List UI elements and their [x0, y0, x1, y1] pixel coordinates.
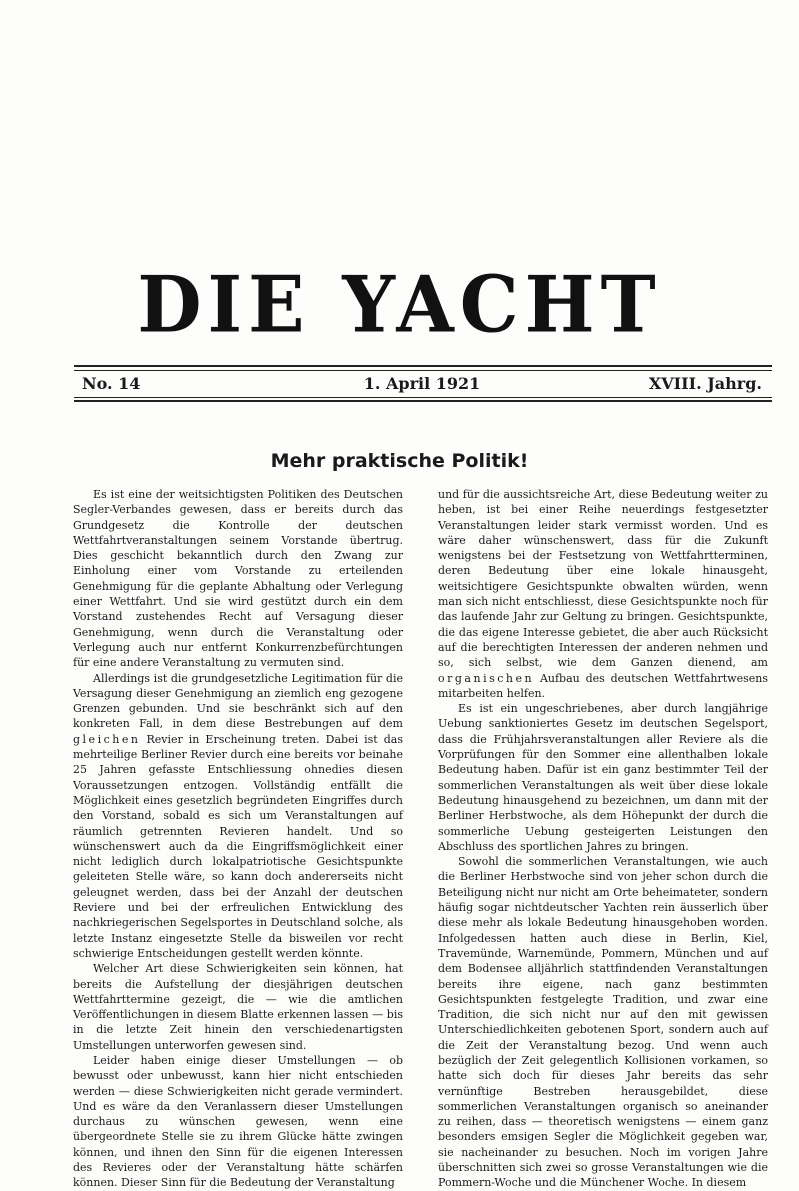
header-rule-top-thin — [74, 370, 772, 371]
issue-number: No. 14 — [82, 374, 141, 393]
header-rule-bottom — [74, 400, 772, 402]
paragraph: Es ist ein ungeschriebenes, aber durch langjährige Uebung sanktioniertes Gesetz im deutschen Segelsport, dass die Frühjahrsveranstaltungen aller Reviere als die Vorprüfungen für den Sommer eine allenthalben lokale Bedeutung haben. Dafür ist ein ganz bestimmter Teil der sommerlichen Veranstaltungen als weit über diese lokale Bedeutung hinausgehend zu bezeichnen, um dann mit der Berliner Herbstwoche, als dem Höhepunkt der durch die sommerliche Uebung gesteigerten Leistungen den Abschluss des sportlichen Jahres zu bringen. — [438, 702, 768, 853]
emphasized-word: gleichen — [73, 732, 141, 746]
issue-volume: XVIII. Jahrg. — [648, 374, 762, 393]
header-rule-bottom-thin — [74, 397, 772, 398]
paragraph: Es ist eine der weitsichtigsten Politiken des Deutschen Segler-Verbandes gewesen, dass er bereits durch das Grundgesetz die Kontrolle der deutschen Wettfahrtveranstaltungen seinem Vorstande übertrug. Dies geschicht bekanntlich durch den Zwang zur Einholung einer vom Vorstande zu erteilenden Genehmigung für die geplante Abhaltung oder Verlegung einer Wettfahrt. Und sie wird gestützt durch ein dem Vorstand zustehendes Recht auf Versagung dieser Genehmigung, wenn durch die Veranstaltung oder Verlegung auch nur entfernt Konkurrenzbefürchtungen für eine andere Veranstaltung zu vermuten sind. — [73, 488, 403, 670]
article-column-right — [438, 487, 768, 1191]
paragraph: Leider haben einige dieser Umstellungen — ob bewusst oder unbewusst, kann hier nicht entschieden werden — diese Schwierigkeiten nicht gerade vermindert. Und es wäre da den Veranlassern dieser Umstellungen durchaus zu wünschen gewesen, wenn eine übergeordnete Stelle sie zu ihrem Glücke hätte zwingen können, und ihnen den Sinn für die eigenen Interessen des Revieres oder der Veranstaltung hätte schärfen können. Dieser Sinn für die Bedeutung der Veranstaltung — [73, 1053, 403, 1190]
header-rule-top — [74, 365, 772, 367]
article-headline: Mehr praktische Politik! — [270, 450, 529, 472]
paragraph-text: Revier in Erscheinung treten. Dabei ist das mehrteilige Berliner Revier durch eine bereits vor beinahe 25 Jahren gefasste Entschliessung ohnedies diesen Voraussetzungen entzogen. Vollständig entfällt die Möglichkeit eines gesetzlich begründeten Eingriffes durch den Vorstand, sobald es sich um Veranstaltungen auf räumlich getrennten Revieren handelt. Und so wünschenswert auch da die Eingriffsmöglichkeit einer nicht lediglich durch lokalpatriotische Gesichtspunkte geleiteten Stelle wäre, so kann doch andererseits nicht geleugnet werden, dass bei der Anzahl der deutschen Reviere und bei der erfreulichen Entwicklung des nachkriegerischen Segelsportes in Deutschland solche, als letzte Instanz eingesetzte Stelle da bisweilen vor recht schwierige Entscheidungen gestellt werden könnte. — [73, 732, 403, 960]
paragraph-text: Aufbau des deutschen Wettfahrtwesens mitarbeiten helfen. — [438, 671, 768, 700]
issue-date: 1. April 1921 — [363, 374, 481, 393]
paragraph-text: Allerdings ist die grundgesetzliche Legitimation für die Versagung dieser Genehmigung an ziemlich eng gezogene Grenzen gebunden. Und sie beschränkt sich auf den konkreten Fall, in dem diese Bestrebungen auf dem — [73, 671, 403, 731]
masthead-title: DIE YACHT — [137, 259, 662, 351]
paragraph: Welcher Art diese Schwierigkeiten sein können, hat bereits die Aufstellung der diesjährigen deutschen Wettfahrttermine gezeigt, die — wie die amtlichen Veröffentlichungen in diesem Blatte erkennen lassen — bis in die letzte Zeit hinein den verschiedenartigsten Umstellungen unterworfen gewesen sind. — [73, 962, 403, 1052]
emphasized-word: organischen — [438, 671, 535, 685]
paragraph — [438, 487, 768, 701]
issue-line — [82, 372, 762, 396]
paragraph — [73, 671, 403, 962]
paragraph: Sowohl die sommerlichen Veranstaltungen, wie auch die Berliner Herbstwoche sind von jeher schon durch die Beteiligung nicht nur nicht am Orte beheimateter, sondern häufig sogar nichtdeutscher Yachten rein äusserlich über diese mehr als lokale Bedeutung hinausgehoben worden. Infolgedessen hatten auch diese in Berlin, Kiel, Travemünde, Warnemünde, Pommern, München und auf dem Bodensee alljährlich stattfindenden Veranstaltungen bereits ihre eigene, nach ganz bestimmten Gesichtspunkten festgelegte Tradition, und zwar eine Tradition, die sich nicht nur auf den mit gewissen Unterschiedlichkeiten gebotenen Sport, sondern auch auf die Zeit der Veranstaltung bezog. Und wenn auch bezüglich der Zeit gelegentlich Kollisionen vorkamen, so hatte sich doch für dieses Jahr bereits das sehr vernünftige Bestreben herausgebildet, diese sommerlichen Veranstaltungen organisch so aneinander zu reihen, dass — theoretisch wenigstens — einem ganz besonders emsigen Segler die Möglichkeit gegeben war, sie nacheinander zu besuchen. Noch im vorigen Jahre überschnitten sich zwei so grosse Veranstaltungen wie die Pommern-Woche und die Münchener Woche. In diesem — [438, 855, 768, 1190]
article-column-left — [73, 487, 403, 1191]
paragraph-text: und für die aussichtsreiche Art, diese Bedeutung weiter zu heben, ist bei einer Reihe neuerdings festgesetzter Veranstaltungen leider stark vermisst worden. Und es wäre daher wünschenswert, dass für die Zukunft wenigstens bei der Festsetzung von Wettfahrtterminen, deren Bedeutung über eine lokale hinausgeht, weitsichtigere Gesichtspunkte obwalten würden, wenn man sich nicht entschliesst, diese Gesichtspunkte noch für das laufende Jahr zur Geltung zu bringen. Gesichtspunkte, die das eigene Interesse gebietet, die aber auch Rücksicht auf die berechtigten Interessen der anderen nehmen und so, sich selbst, wie dem Ganzen dienend, am — [438, 488, 768, 670]
